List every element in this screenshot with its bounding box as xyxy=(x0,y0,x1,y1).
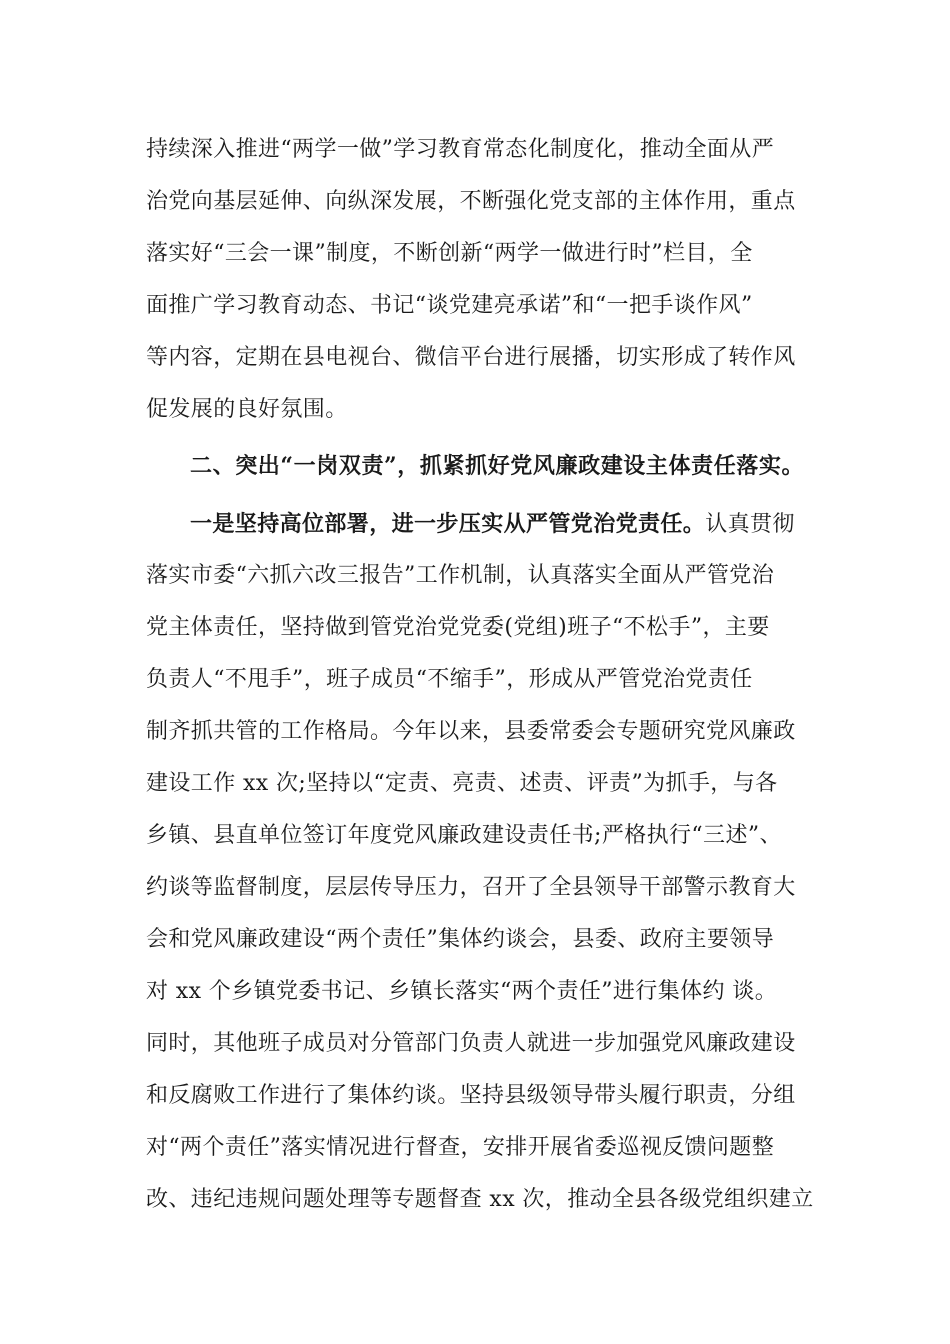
paragraph-2-line-7: 乡镇、县直单位签订年度党风廉政建设责任书;严格执行“三述”、 xyxy=(146,823,782,848)
paragraph-1-line-1: 持续深入推进“两学一做”学习教育常态化制度化，推动全面从严 xyxy=(146,137,775,162)
paragraph-2-line-10: 对 xx 个乡镇党委书记、乡镇长落实“两个责任”进行集体约 谈。 xyxy=(146,979,778,1004)
paragraph-2-line-8: 约谈等监督制度，层层传导压力，召开了全县领导干部警示教育大 xyxy=(146,875,796,900)
paragraph-2-line-2: 落实市委“六抓六改三报告”工作机制，认真落实全面从严管党治 xyxy=(146,563,775,588)
paragraph-2-line-13: 对“两个责任”落实情况进行督查，安排开展省委巡视反馈问题整 xyxy=(146,1135,775,1160)
paragraph-2-line-9: 会和党风廉政建设“两个责任”集体约谈会，县委、政府主要领导 xyxy=(146,927,775,952)
paragraph-1-line-5: 等内容，定期在县电视台、微信平台进行展播，切实形成了转作风 xyxy=(146,345,796,370)
paragraph-1-line-4: 面推广学习教育动态、书记“谈党建亮承诺”和“一把手谈作风” xyxy=(146,293,753,318)
paragraph-2-line-1 xyxy=(190,508,810,540)
paragraph-2-line-4: 负责人“不甩手”，班子成员“不缩手”，形成从严管党治党责任 xyxy=(146,667,753,692)
paragraph-2-lead-rest: 认真贯彻 xyxy=(705,512,795,537)
paragraph-1-line-6: 促发展的良好氛围。 xyxy=(146,397,348,422)
paragraph-2-line-11: 同时，其他班子成员对分管部门负责人就进一步加强党风廉政建设 xyxy=(146,1031,796,1056)
paragraph-2-line-14: 改、违纪违规问题处理等专题督查 xx 次，推动全县各级党组织建立 xyxy=(146,1187,814,1212)
paragraph-2-line-12: 和反腐败工作进行了集体约谈。坚持县级领导带头履行职责，分组 xyxy=(146,1083,796,1108)
paragraph-1-line-3: 落实好“三会一课”制度，不断创新“两学一做进行时”栏目，全 xyxy=(146,241,753,266)
paragraph-2-line-6: 建设工作 xx 次;坚持以“定责、亮责、述责、评责”为抓手，与各 xyxy=(146,771,778,796)
section-heading: 二、突出“一岗双责”，抓紧抓好党风廉政建设主体责任落实。 xyxy=(190,453,805,479)
paragraph-2-line-3: 党主体责任，坚持做到管党治党党委(党组)班子“不松手”，主要 xyxy=(146,615,770,640)
paragraph-2-line-5: 制齐抓共管的工作格局。今年以来，县委常委会专题研究党风廉政 xyxy=(146,719,796,744)
paragraph-1-line-2: 治党向基层延伸、向纵深发展，不断强化党支部的主体作用，重点 xyxy=(146,189,796,214)
paragraph-2-lead-bold: 一是坚持高位部署，进一步压实从严管党治党责任。 xyxy=(190,511,706,537)
